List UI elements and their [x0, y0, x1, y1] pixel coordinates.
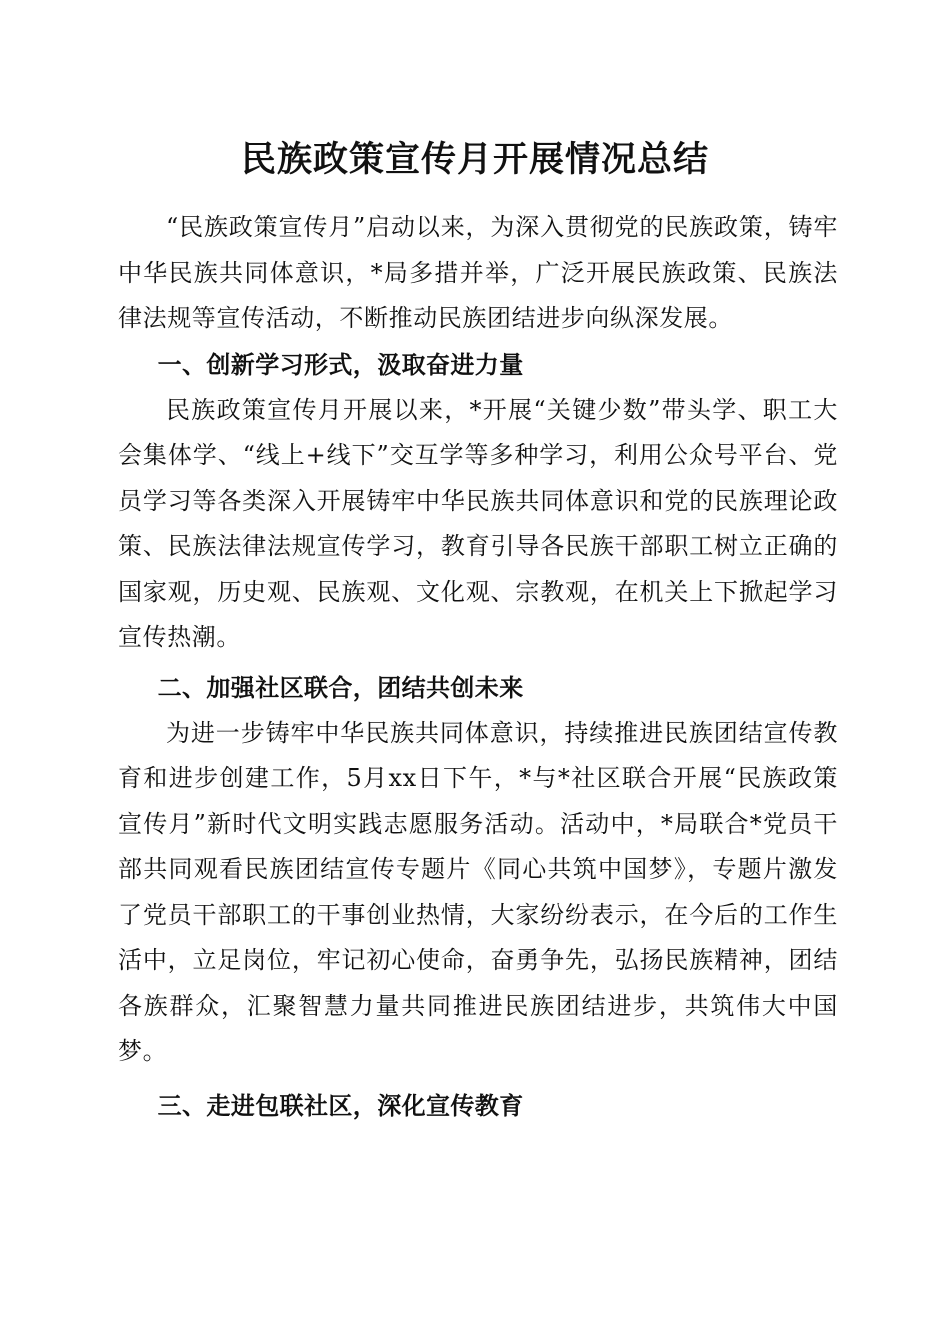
- section-heading-2: 二、加强社区联合，团结共创未来: [157, 673, 524, 702]
- section-heading-3: 三、走进包联社区，深化宣传教育: [157, 1091, 524, 1120]
- section-paragraph-2: 为进一步铸牢中华民族共同体意识，持续推进民族团结宣传教育和进步创建工作，5月xx日下午，*与*社区联合开展“民族政策宣传月”新时代文明实践志愿服务活动。活动中，*局联合*党员干部共同观看民族团结宣传专题片《同心共筑中国梦》，专题片激发了党员干部职工的干事创业热情，大家纷纷表示，在今后的工作生活中，立足岗位，牢记初心使命，奋勇争先，弘扬民族精神，团结各族群众，汇聚智慧力量共同推进民族团结进步，共筑伟大中国梦。: [118, 718, 838, 1065]
- document-title: 民族政策宣传月开展情况总结: [240, 139, 709, 180]
- section-paragraph-1: 民族政策宣传月开展以来，*开展“关键少数”带头学、职工大会集体学、“线上+线下”交互学等多种学习，利用公众号平台、党员学习等各类深入开展铸牢中华民族共同体意识和党的民族理论政策、民族法律法规宣传学习，教育引导各民族干部职工树立正确的国家观，历史观、民族观、文化观、宗教观，在机关上下掀起学习宣传热潮。: [118, 395, 838, 651]
- section-heading-1: 一、创新学习形式，汲取奋进力量: [157, 350, 524, 379]
- document-body: [118, 205, 838, 1129]
- intro-paragraph: “民族政策宣传月”启动以来，为深入贯彻党的民族政策，铸牢中华民族共同体意识，*局多措并举，广泛开展民族政策、民族法律法规等宣传活动，不断推动民族团结进步向纵深发展。: [118, 213, 838, 332]
